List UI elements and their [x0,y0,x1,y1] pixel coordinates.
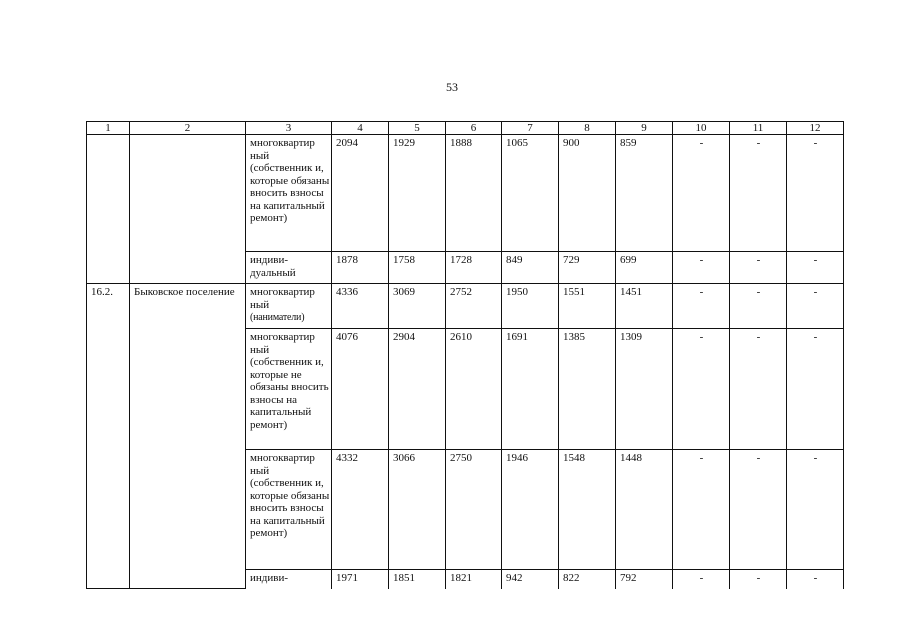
value-cell: 2752 [446,284,502,329]
value-cell: 1548 [559,450,616,570]
dash-cell: - [787,252,844,284]
settlement-name-cell: Быковское поселение [130,284,246,589]
header-cell: 12 [787,122,844,135]
header-row [87,122,844,135]
value-cell: 942 [502,570,559,589]
housing-type-sub: (наниматели) [250,312,305,323]
value-cell: 1950 [502,284,559,329]
value-cell: 1448 [616,450,673,570]
dash-cell: - [673,570,730,589]
value-cell: 1888 [446,135,502,252]
housing-type-cell: многоквартир ный (собственник и, которые обязаны вносить взносы на капитальный ремонт) [246,135,332,252]
header-cell: 2 [130,122,246,135]
header-cell: 10 [673,122,730,135]
value-cell: 3069 [389,284,446,329]
value-cell: 1691 [502,329,559,450]
value-cell: 1929 [389,135,446,252]
page-number: 53 [446,80,458,94]
value-cell: 2750 [446,450,502,570]
housing-type-cell [246,284,332,329]
dash-cell: - [730,329,787,450]
value-cell: 1309 [616,329,673,450]
header-cell: 5 [389,122,446,135]
dash-cell: - [787,329,844,450]
header-cell: 3 [246,122,332,135]
value-cell: 1878 [332,252,389,284]
dash-cell: - [787,284,844,329]
housing-type-cell: многоквартир ный (собственник и, которые обязаны вносить взносы на капитальный ремонт) [246,450,332,570]
housing-type-cell: индиви- дуальный [246,252,332,284]
value-cell: 1821 [446,570,502,589]
dash-cell: - [730,284,787,329]
value-cell: 1065 [502,135,559,252]
table-row [87,135,844,252]
value-cell: 1851 [389,570,446,589]
housing-type-cell: индиви- [246,570,332,589]
value-cell: 729 [559,252,616,284]
header-cell: 7 [502,122,559,135]
dash-cell: - [787,450,844,570]
header-cell: 6 [446,122,502,135]
dash-cell: - [730,450,787,570]
value-cell: 822 [559,570,616,589]
value-cell: 2610 [446,329,502,450]
value-cell: 792 [616,570,673,589]
value-cell: 699 [616,252,673,284]
housing-type-cell: многоквартир ный (собственник и, которые не обязаны вносить взносы на капитальный ремонт) [246,329,332,450]
value-cell: 2904 [389,329,446,450]
value-cell: 1758 [389,252,446,284]
row-number-cell: 16.2. [87,284,130,589]
value-cell: 4336 [332,284,389,329]
data-table [86,121,844,589]
value-cell: 849 [502,252,559,284]
dash-cell: - [730,570,787,589]
dash-cell: - [730,252,787,284]
dash-cell: - [730,135,787,252]
header-cell: 4 [332,122,389,135]
table-row [87,284,844,329]
header-cell: 8 [559,122,616,135]
dash-cell: - [673,450,730,570]
settlement-name-cell [130,135,246,284]
value-cell: 859 [616,135,673,252]
value-cell: 1946 [502,450,559,570]
value-cell: 900 [559,135,616,252]
header-cell: 1 [87,122,130,135]
value-cell: 1728 [446,252,502,284]
value-cell: 1971 [332,570,389,589]
housing-type-main: многоквартир ный [250,286,315,311]
value-cell: 4332 [332,450,389,570]
value-cell: 4076 [332,329,389,450]
value-cell: 3066 [389,450,446,570]
value-cell: 1551 [559,284,616,329]
dash-cell: - [673,329,730,450]
dash-cell: - [787,570,844,589]
value-cell: 1451 [616,284,673,329]
dash-cell: - [673,284,730,329]
row-number-cell [87,135,130,284]
dash-cell: - [673,135,730,252]
dash-cell: - [673,252,730,284]
value-cell: 2094 [332,135,389,252]
header-cell: 11 [730,122,787,135]
dash-cell: - [787,135,844,252]
header-cell: 9 [616,122,673,135]
value-cell: 1385 [559,329,616,450]
